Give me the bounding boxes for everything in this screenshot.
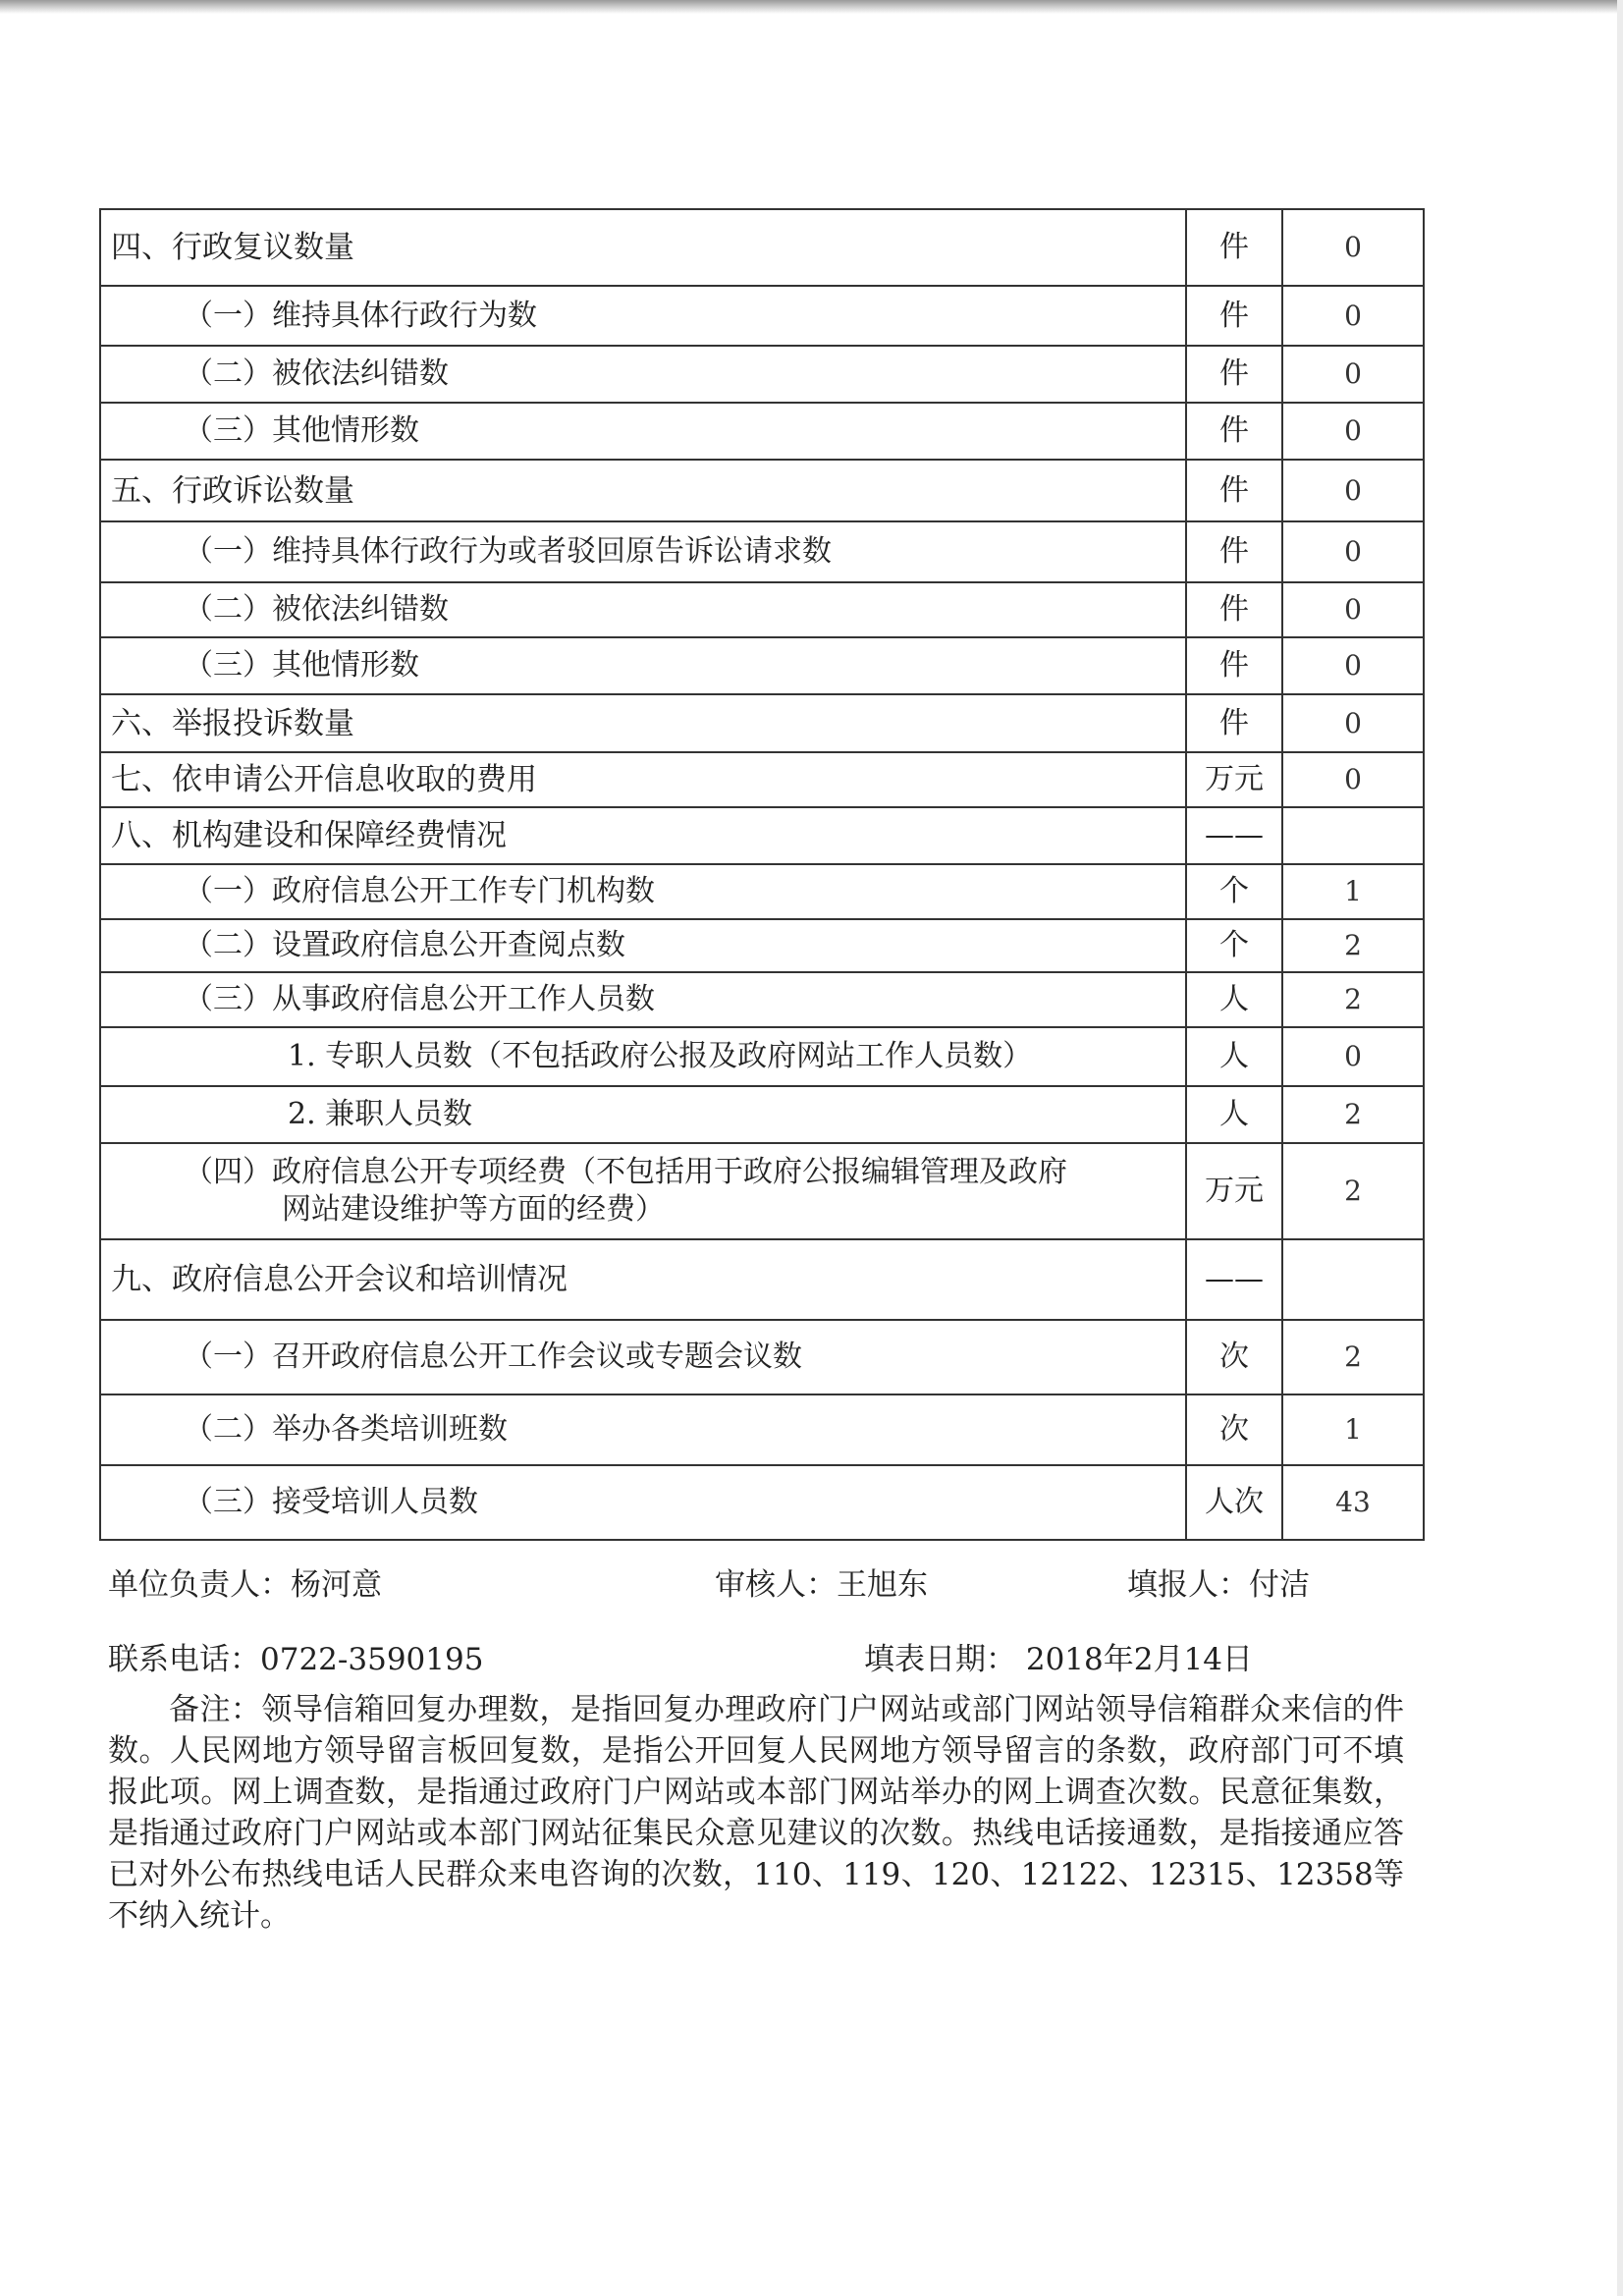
statistics-table bbox=[99, 208, 1425, 1541]
row-unit: —— bbox=[1186, 807, 1282, 864]
row-value: 2 bbox=[1282, 972, 1424, 1027]
row-label: （三）其他情形数 bbox=[100, 403, 1186, 460]
row-value: 2 bbox=[1282, 1320, 1424, 1394]
row-label: （三）接受培训人员数 bbox=[100, 1465, 1186, 1540]
table-row bbox=[100, 403, 1424, 460]
row-unit: 件 bbox=[1186, 694, 1282, 752]
table-row bbox=[100, 582, 1424, 637]
row-value: 0 bbox=[1282, 752, 1424, 807]
remarks-text: 备注：领导信箱回复办理数，是指回复办理政府门户网站或部门网站领导信箱群众来信的件数。人民网地方领导留言板回复数，是指公开回复人民网地方领导留言的条数，政府部门可不填报此项。网上调查数，是指通过政府门户网站或本部门网站举办的网上调查次数。民意征集数，是指通过政府门户网站或本部门网站征集民众意见建议的次数。热线电话接通数，是指接通应答已对外公布热线电话人民群众来电咨询的次数，110、119、120、12122、12315、12358等不纳入统计。 bbox=[108, 1692, 1404, 1934]
row-unit: 件 bbox=[1186, 582, 1282, 637]
table-row bbox=[100, 637, 1424, 694]
row-value bbox=[1282, 1239, 1424, 1320]
row-unit: 件 bbox=[1186, 346, 1282, 403]
scan-edge-right bbox=[1617, 0, 1623, 2296]
row-value bbox=[1282, 807, 1424, 864]
row-unit: 万元 bbox=[1186, 1143, 1282, 1239]
row-label: （二）被依法纠错数 bbox=[100, 582, 1186, 637]
row-unit: 人次 bbox=[1186, 1465, 1282, 1540]
table-row bbox=[100, 1465, 1424, 1540]
table-row bbox=[100, 460, 1424, 521]
row-label-line-2: 网站建设维护等方面的经费） bbox=[282, 1192, 665, 1227]
table-row bbox=[100, 1394, 1424, 1465]
row-label: （三）从事政府信息公开工作人员数 bbox=[100, 972, 1186, 1027]
row-unit: 件 bbox=[1186, 209, 1282, 286]
row-label: 2. 兼职人员数 bbox=[100, 1086, 1186, 1143]
row-value: 0 bbox=[1282, 209, 1424, 286]
filler: 填报人：付洁 bbox=[1127, 1567, 1310, 1603]
row-unit: 件 bbox=[1186, 403, 1282, 460]
row-label: 1. 专职人员数（不包括政府公报及政府网站工作人员数） bbox=[100, 1027, 1186, 1086]
table-row bbox=[100, 694, 1424, 752]
row-label-line-1: （四）政府信息公开专项经费（不包括用于政府公报编辑管理及政府 bbox=[184, 1155, 1067, 1189]
table-row bbox=[100, 1143, 1424, 1239]
table-row bbox=[100, 807, 1424, 864]
row-value: 1 bbox=[1282, 1394, 1424, 1465]
table-row bbox=[100, 1027, 1424, 1086]
row-label: （一）维持具体行政行为数 bbox=[100, 286, 1186, 346]
row-unit: 件 bbox=[1186, 521, 1282, 582]
row-value: 0 bbox=[1282, 521, 1424, 582]
row-value: 2 bbox=[1282, 1086, 1424, 1143]
contact-phone: 联系电话：0722-3590195 bbox=[108, 1642, 484, 1677]
table-row bbox=[100, 919, 1424, 972]
row-unit: 件 bbox=[1186, 286, 1282, 346]
row-unit: 件 bbox=[1186, 460, 1282, 521]
row-value: 0 bbox=[1282, 637, 1424, 694]
table-row bbox=[100, 1320, 1424, 1394]
row-label: （一）召开政府信息公开工作会议或专题会议数 bbox=[100, 1320, 1186, 1394]
row-label: 八、机构建设和保障经费情况 bbox=[100, 807, 1186, 864]
row-unit: 人 bbox=[1186, 1086, 1282, 1143]
row-unit: —— bbox=[1186, 1239, 1282, 1320]
row-value: 0 bbox=[1282, 403, 1424, 460]
fill-date: 填表日期： 2018年2月14日 bbox=[864, 1642, 1253, 1677]
row-label-multiline bbox=[100, 1143, 1186, 1239]
row-value: 0 bbox=[1282, 582, 1424, 637]
row-label: 七、依申请公开信息收取的费用 bbox=[100, 752, 1186, 807]
scan-edge-top bbox=[0, 0, 1623, 14]
table-row bbox=[100, 346, 1424, 403]
row-value: 0 bbox=[1282, 694, 1424, 752]
reviewer: 审核人：王旭东 bbox=[715, 1567, 928, 1603]
row-value: 1 bbox=[1282, 864, 1424, 919]
row-value: 2 bbox=[1282, 919, 1424, 972]
row-label: 六、举报投诉数量 bbox=[100, 694, 1186, 752]
row-value: 0 bbox=[1282, 286, 1424, 346]
row-value: 2 bbox=[1282, 1143, 1424, 1239]
row-label: 四、行政复议数量 bbox=[100, 209, 1186, 286]
row-label: （二）举办各类培训班数 bbox=[100, 1394, 1186, 1465]
table-row bbox=[100, 864, 1424, 919]
table-row bbox=[100, 209, 1424, 286]
row-unit: 个 bbox=[1186, 919, 1282, 972]
row-label: （三）其他情形数 bbox=[100, 637, 1186, 694]
table-row bbox=[100, 972, 1424, 1027]
row-value: 43 bbox=[1282, 1465, 1424, 1540]
row-unit: 个 bbox=[1186, 864, 1282, 919]
row-label: （二）设置政府信息公开查阅点数 bbox=[100, 919, 1186, 972]
row-unit: 次 bbox=[1186, 1394, 1282, 1465]
table-row bbox=[100, 752, 1424, 807]
row-unit: 人 bbox=[1186, 1027, 1282, 1086]
table-row bbox=[100, 1086, 1424, 1143]
row-label: （一）维持具体行政行为或者驳回原告诉讼请求数 bbox=[100, 521, 1186, 582]
responsible-person: 单位负责人：杨河意 bbox=[108, 1567, 382, 1603]
row-unit: 人 bbox=[1186, 972, 1282, 1027]
row-label: （二）被依法纠错数 bbox=[100, 346, 1186, 403]
row-unit: 件 bbox=[1186, 637, 1282, 694]
row-unit: 次 bbox=[1186, 1320, 1282, 1394]
remarks-note bbox=[108, 1689, 1404, 1937]
row-unit: 万元 bbox=[1186, 752, 1282, 807]
row-label: 九、政府信息公开会议和培训情况 bbox=[100, 1239, 1186, 1320]
row-value: 0 bbox=[1282, 1027, 1424, 1086]
table-row bbox=[100, 521, 1424, 582]
row-value: 0 bbox=[1282, 346, 1424, 403]
table-row bbox=[100, 1239, 1424, 1320]
row-label: 五、行政诉讼数量 bbox=[100, 460, 1186, 521]
table-row bbox=[100, 286, 1424, 346]
row-value: 0 bbox=[1282, 460, 1424, 521]
row-label: （一）政府信息公开工作专门机构数 bbox=[100, 864, 1186, 919]
